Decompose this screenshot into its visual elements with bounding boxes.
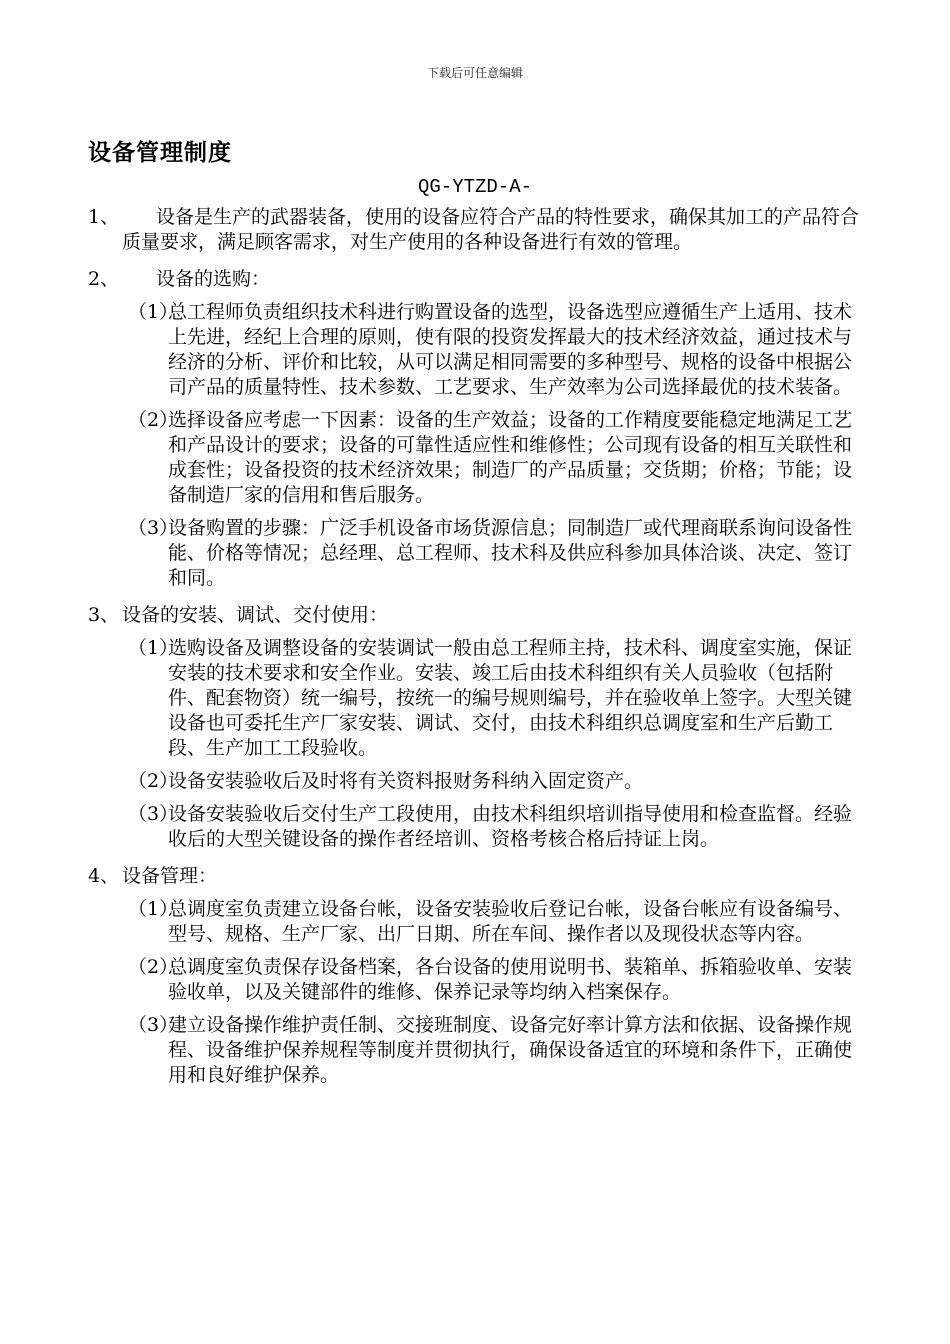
list-item bbox=[88, 897, 868, 947]
item-number: （1） bbox=[128, 898, 179, 920]
item-number: （2） bbox=[128, 770, 179, 792]
section-number: 1、 bbox=[88, 206, 120, 228]
header-note: 下载后可任意编辑 bbox=[426, 66, 523, 80]
item-text: 总调度室负责保存设备档案，各台设备的使用说明书、装箱单、拆箱验收单、安装验收单，以及关键部件的维修、保养记录等均纳入档案保存。 bbox=[168, 956, 853, 1003]
section-1 bbox=[88, 205, 868, 255]
item-number: （1） bbox=[128, 637, 179, 659]
document-title: 设备管理制度 bbox=[88, 140, 232, 166]
item-number: （2） bbox=[128, 409, 179, 431]
item-text: 建立设备操作维护责任制、交接班制度、设备完好率计算方法和依据、设备操作规程、设备维护保养规程等制度并贯彻执行，确保设备适宜的环境和条件下，正确使用和良好维护保养。 bbox=[168, 1014, 853, 1086]
item-number: （2） bbox=[128, 956, 179, 978]
section-2 bbox=[88, 267, 868, 292]
section-3 bbox=[88, 603, 868, 628]
document-code: QG-YTZD-A- bbox=[417, 176, 533, 198]
list-item bbox=[88, 955, 868, 1005]
item-text: 选购设备及调整设备的安装调试一般由总工程师主持，技术科、调度室实施，保证安装的技术要求和安全作业。安装、竣工后由技术科组织有关人员验收（包括附件、配套物资）统一编号，按统一的编号规则编号，并在验收单上签字。大型关键设备也可委托生产厂家安装、调试、交付，由技术科组织总调度室和生产后勤工段、生产加工工段验收。 bbox=[168, 637, 853, 759]
list-item bbox=[88, 636, 868, 761]
section-text: 设备是生产的武器装备，使用的设备应符合产品的特性要求，确保其加工的产品符合质量要求，满足顾客需求，对生产使用的各种设备进行有效的管理。 bbox=[122, 206, 860, 253]
section-number: 4、 bbox=[88, 865, 120, 887]
section-heading: 设备管理： bbox=[122, 865, 218, 887]
item-number: （3） bbox=[128, 517, 179, 539]
list-item bbox=[88, 1013, 868, 1088]
section-heading: 设备的安装、调试、交付使用： bbox=[122, 604, 389, 626]
section-4 bbox=[88, 864, 868, 889]
list-item bbox=[88, 300, 868, 400]
item-number: （3） bbox=[128, 1014, 179, 1036]
item-text: 设备购置的步骤：广泛手机设备市场货源信息；同制造厂或代理商联系询问设备性能、价格等情况；总经理、总工程师、技术科及供应科参加具体洽谈、决定、签订和同。 bbox=[168, 517, 853, 589]
section-number: 3、 bbox=[88, 604, 120, 626]
item-text: 选择设备应考虑一下因素：设备的生产效益；设备的工作精度要能稳定地满足工艺和产品设计的要求；设备的可靠性适应性和维修性；公司现有设备的相互关联性和成套性；设备投资的技术经济效果；制造厂的产品质量；交货期；价格；节能；设备制造厂家的信用和售后服务。 bbox=[168, 409, 853, 506]
list-item bbox=[88, 408, 868, 508]
list-item bbox=[88, 516, 868, 591]
list-item bbox=[88, 802, 868, 852]
item-text: 设备安装验收后交付生产工段使用，由技术科组织培训指导使用和检查监督。经验收后的大型关键设备的操作者经培训、资格考核合格后持证上岗。 bbox=[168, 803, 853, 850]
item-number: （1） bbox=[128, 301, 179, 323]
list-item bbox=[88, 769, 868, 794]
section-heading: 设备的选购： bbox=[156, 268, 271, 290]
document-body bbox=[88, 200, 868, 1088]
item-number: （3） bbox=[128, 803, 179, 825]
item-text: 总工程师负责组织技术科进行购置设备的选型，设备选型应遵循生产上适用、技术上先进，经纪上合理的原则，使有限的投资发挥最大的技术经济效益，通过技术与经济的分析、评价和比较，从可以满足相同需要的多种型号、规格的设备中根据公司产品的质量特性、技术参数、工艺要求、生产效率为公司选择最优的技术装备。 bbox=[168, 301, 853, 398]
section-number: 2、 bbox=[88, 268, 120, 290]
item-text: 设备安装验收后及时将有关资料报财务科纳入固定资产。 bbox=[168, 770, 644, 792]
item-text: 总调度室负责建立设备台帐，设备安装验收后登记台帐，设备台帐应有设备编号、型号、规格、生产厂家、出厂日期、所在车间、操作者以及现役状态等内容。 bbox=[168, 898, 853, 945]
